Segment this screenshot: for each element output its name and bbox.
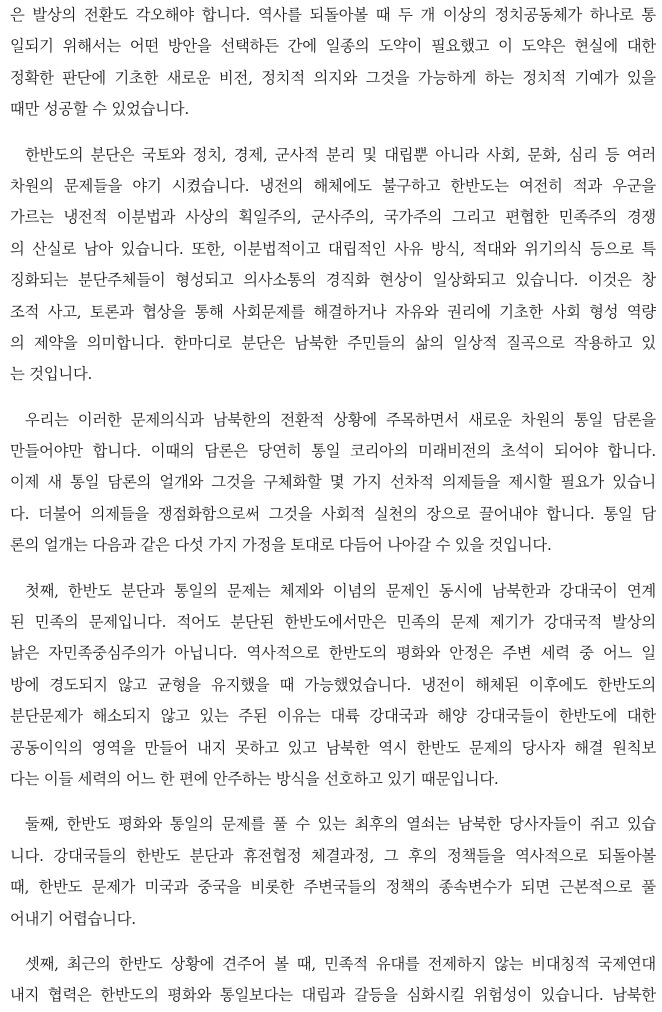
text-line: 어내기 어렵습니다.: [10, 909, 136, 928]
paragraph-gap: [10, 391, 656, 405]
text-line: 만들어야만 합니다. 이때의 담론은 당연히 통일 코리아의 미래비전의 초석이 되어야 합니다.: [10, 442, 656, 461]
text-line: 한반도의 분단은 국토와 정치, 경제, 군사적 분리 및 대립뿐 아니라 사회, 문화, 심리 등 여러: [25, 145, 656, 164]
text-line: 징화되는 분단주체들이 형성되고 의사소통의 경직화 현상이 일상화되고 있습니다. 이것은 창: [10, 271, 656, 290]
text-line: 우리는 이러한 문제의식과 남북한의 전환적 상황에 주목하면서 새로운 차원의 통일 담론을: [25, 410, 656, 429]
text-line: 정확한 판단에 기초한 새로운 비전, 정치적 의지와 그것을 가능하게 하는 정치적 기예가 있을: [10, 68, 656, 87]
text-line: 셋째, 최근의 한반도 상황에 견주어 볼 때, 민족적 유대를 전제하지 않는 비대칭적 국제연대: [25, 954, 656, 973]
text-line: 때만 성공할 수 있었습니다.: [10, 100, 189, 119]
paragraph-gap: [10, 795, 656, 809]
paragraph-6: [10, 949, 656, 1012]
text-line: 론의 얼개는 다음과 같은 다섯 가지 가정을 토대로 다듬어 나아갈 수 있을 것입니다.: [10, 536, 552, 555]
paragraph-4: [10, 576, 656, 796]
text-line: 조적 사고, 토론과 협상을 통해 사회문제를 해결하거나 자유와 권리에 기초한 사회 형성 역량: [10, 302, 656, 321]
text-line: 이제 새 통일 담론의 얼개와 그것을 구체화할 몇 가지 선차적 의제들을 제시할 필요가 있습니: [10, 473, 656, 492]
text-line: 차원의 문제들을 야기 시켰습니다. 냉전의 해체에도 불구하고 한반도는 여전히 적과 우군을: [10, 176, 656, 195]
text-line: 낡은 자민족중심주의가 아닙니다. 역사적으로 한반도의 평화와 안정은 주변 세력 중 어느 일: [10, 644, 656, 663]
paragraph-1: [10, 0, 656, 126]
text-line: 때, 한반도 문제가 미국과 중국을 비롯한 주변국들의 정책의 종속변수가 되면 근본적으로 풀: [10, 878, 656, 897]
text-line: 가르는 냉전적 이분법과 사상의 획일주의, 군사주의, 국가주의 그리고 편협한 민족주의 경쟁: [10, 208, 656, 227]
text-line: 방에 경도되지 않고 균형을 유지했을 때 가능했었습니다. 냉전이 해체된 이후에도 한반도의: [10, 675, 656, 694]
text-line: 은 발상의 전환도 각오해야 합니다. 역사를 되돌아볼 때 두 개 이상의 정치공동체가 하나로 통: [10, 6, 656, 24]
text-line: 첫째, 한반도 분단과 통일의 문제는 체제와 이념의 문제인 동시에 남북한과 강대국이 연계: [25, 581, 656, 600]
paragraph-gap: [10, 126, 656, 140]
paragraph-2: [10, 140, 656, 391]
text-line: 니다. 강대국들의 한반도 분단과 휴전협정 체결과정, 그 후의 정책들을 역사적으로 되돌아볼: [10, 846, 656, 865]
paragraph-3: [10, 405, 656, 562]
text-line: 는 것입니다.: [10, 365, 93, 384]
text-line: 일되기 위해서는 어떤 방안을 선택하든 간에 일종의 도약이 필요했고 이 도약은 현실에 대한: [10, 37, 656, 56]
text-line: 다는 이들 세력의 어느 한 편에 안주하는 방식을 선호하고 있기 때문입니다.: [10, 769, 499, 788]
text-line: 된 민족의 문제입니다. 적어도 분단된 한반도에서만은 민족의 문제 제기가 강대국적 발상의: [10, 613, 656, 632]
text-line: 의 제약을 의미합니다. 한마디로 분단은 남북한 주민들의 삶의 일상적 질곡으로 작용하고 있: [10, 333, 656, 352]
text-line: 둘째, 한반도 평화와 통일의 문제를 풀 수 있는 최후의 열쇠는 남북한 당사자들이 쥐고 있습: [25, 815, 656, 834]
paragraph-gap: [10, 562, 656, 576]
paragraph-gap: [10, 935, 656, 949]
paragraph-5: [10, 809, 656, 935]
text-line: 분단문제가 해소되지 않고 있는 주된 이유는 대륙 강대국과 해양 강대국들이 한반도에 대한: [10, 707, 656, 726]
text-line: 공동이익의 영역을 만들어 내지 못하고 있고 남북한 역시 한반도 문제의 당사자 해결 원칙보: [10, 738, 656, 757]
text-line: 내지 협력은 한반도의 평화와 통일보다는 대립과 갈등을 심화시킬 위험성이 있습니다. 남북한: [10, 986, 656, 1005]
text-line: 다. 더불어 의제들을 쟁점화함으로써 그것을 사회적 실천의 장으로 끌어내야 합니다. 통일 담: [10, 504, 656, 523]
text-line: 의 산실로 남아 있습니다. 또한, 이분법적이고 대립적인 사유 방식, 적대와 위기의식 등으로 특: [10, 239, 656, 258]
